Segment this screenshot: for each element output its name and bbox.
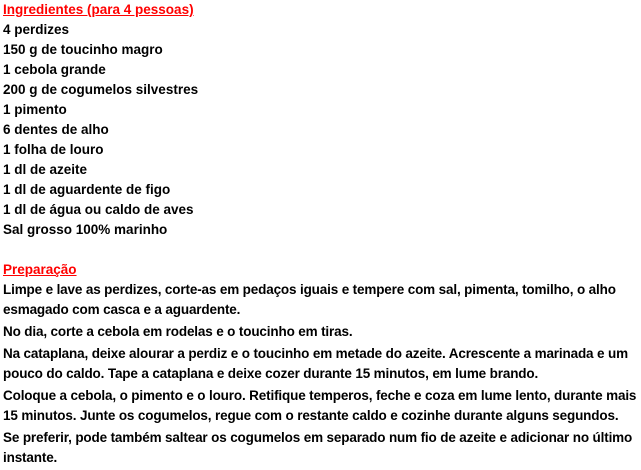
preparation-steps [3,280,639,468]
preparation-step: Coloque a cebola, o pimento e o louro. Retifique temperos, feche e coza em lume lento, durante mais 15 minutos. Junte os cogumelos, regue com o restante caldo e cozinhe durante alguns segundos. [3,388,637,423]
ingredient-item: Sal grosso 100% marinho [3,222,168,237]
ingredient-item: 1 dl de água ou caldo de aves [3,202,194,217]
recipe-document [3,0,639,470]
ingredient-item: 1 cebola grande [3,62,106,77]
ingredient-item: 6 dentes de alho [3,122,109,137]
ingredient-item: 200 g de cogumelos silvestres [3,82,199,97]
ingredient-item: 4 perdizes [3,22,70,37]
ingredient-item: 1 dl de azeite [3,162,88,177]
ingredients-heading: Ingredientes (para 4 pessoas) [3,2,194,17]
preparation-step: Se preferir, pode também saltear os cogumelos em separado num fio de azeite e adicionar no último instante. [3,430,633,465]
ingredient-item: 1 pimento [3,102,67,117]
ingredients-list [3,20,639,240]
preparation-step: Limpe e lave as perdizes, corte-as em pedaços iguais e tempere com sal, pimenta, tomilho, o alho esmagado com casca e a aguardente. [3,282,616,317]
preparation-step: No dia, corte a cebola em rodelas e o toucinho em tiras. [3,324,353,339]
preparation-step: Na cataplana, deixe alourar a perdiz e o toucinho em metade do azeite. Acrescente a marinada e um pouco do caldo. Tape a cataplana e deixe cozer durante 15 minutos, em lume brando. [3,346,628,381]
preparation-heading: Preparação [3,262,77,277]
ingredient-item: 1 dl de aguardente de figo [3,182,171,197]
ingredient-item: 1 folha de louro [3,142,104,157]
ingredient-item: 150 g de toucinho magro [3,42,163,57]
